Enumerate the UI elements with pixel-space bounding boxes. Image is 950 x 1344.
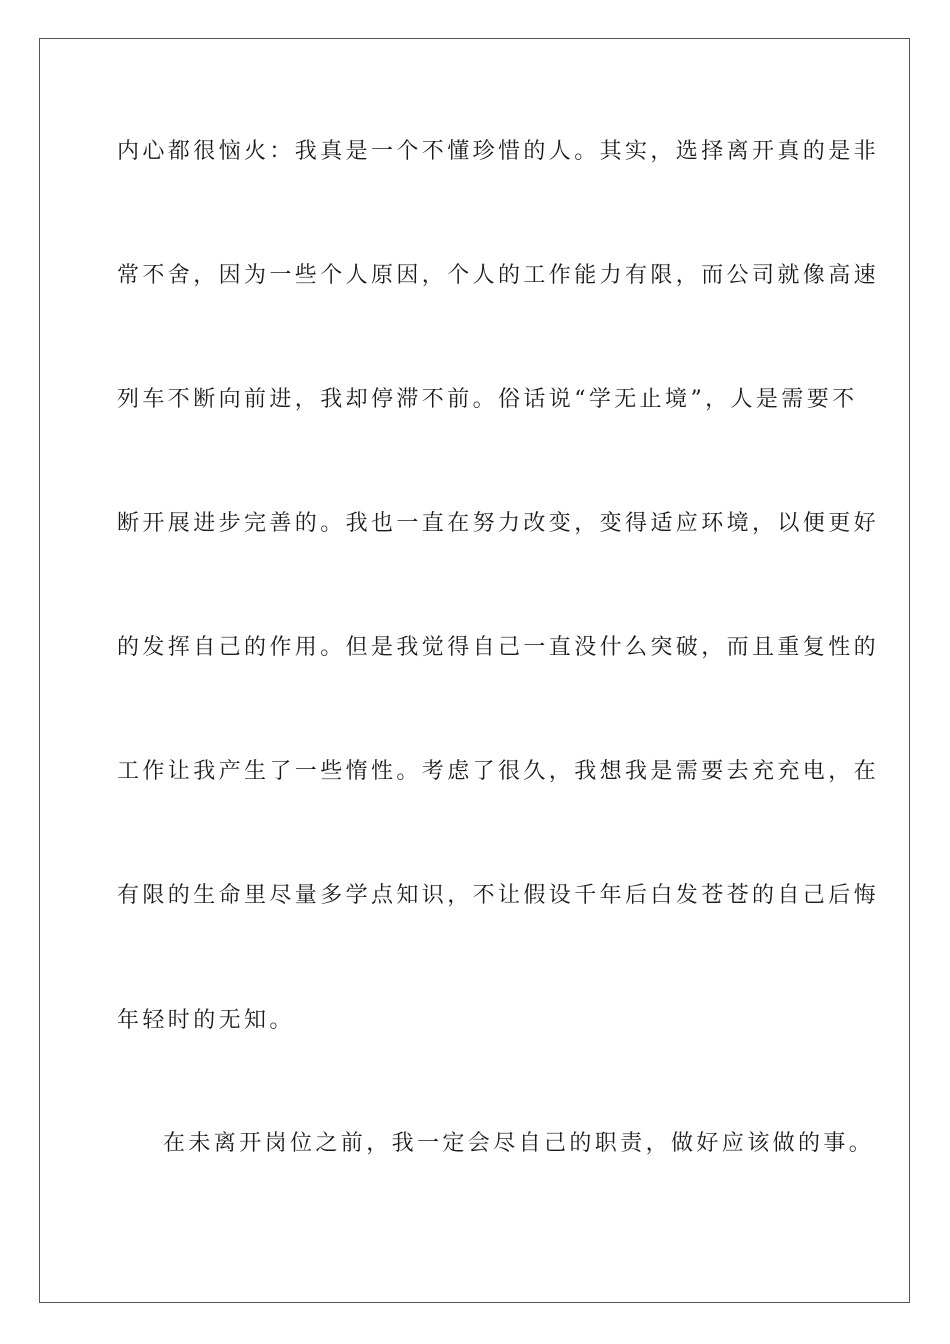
paragraph-line-indented: 在未离开岗位之前，我一定会尽自己的职责，做好应该做的事。 <box>163 1131 875 1156</box>
paragraph-line: 年轻时的无知。 <box>117 1008 295 1033</box>
paragraph-line: 内心都很恼火：我真是一个不懂珍惜的人。其实，选择离开真的是非 <box>117 139 880 164</box>
paragraph-line: 有限的生命里尽量多学点知识，不让假设千年后白发苍苍的自己后悔 <box>117 883 880 908</box>
page-frame <box>39 38 910 1303</box>
paragraph-line: 断开展进步完善的。我也一直在努力改变，变得适应环境，以便更好 <box>117 511 880 536</box>
paragraph-line: 常不舍，因为一些个人原因，个人的工作能力有限，而公司就像高速 <box>117 263 880 288</box>
paragraph-line: 工作让我产生了一些惰性。考虑了很久，我想我是需要去充充电，在 <box>117 759 880 784</box>
paragraph-line: 的发挥自己的作用。但是我觉得自己一直没什么突破，而且重复性的 <box>117 635 880 660</box>
paragraph-line: 列车不断向前进，我却停滞不前。俗话说“学无止境”，人是需要不 <box>117 387 858 412</box>
